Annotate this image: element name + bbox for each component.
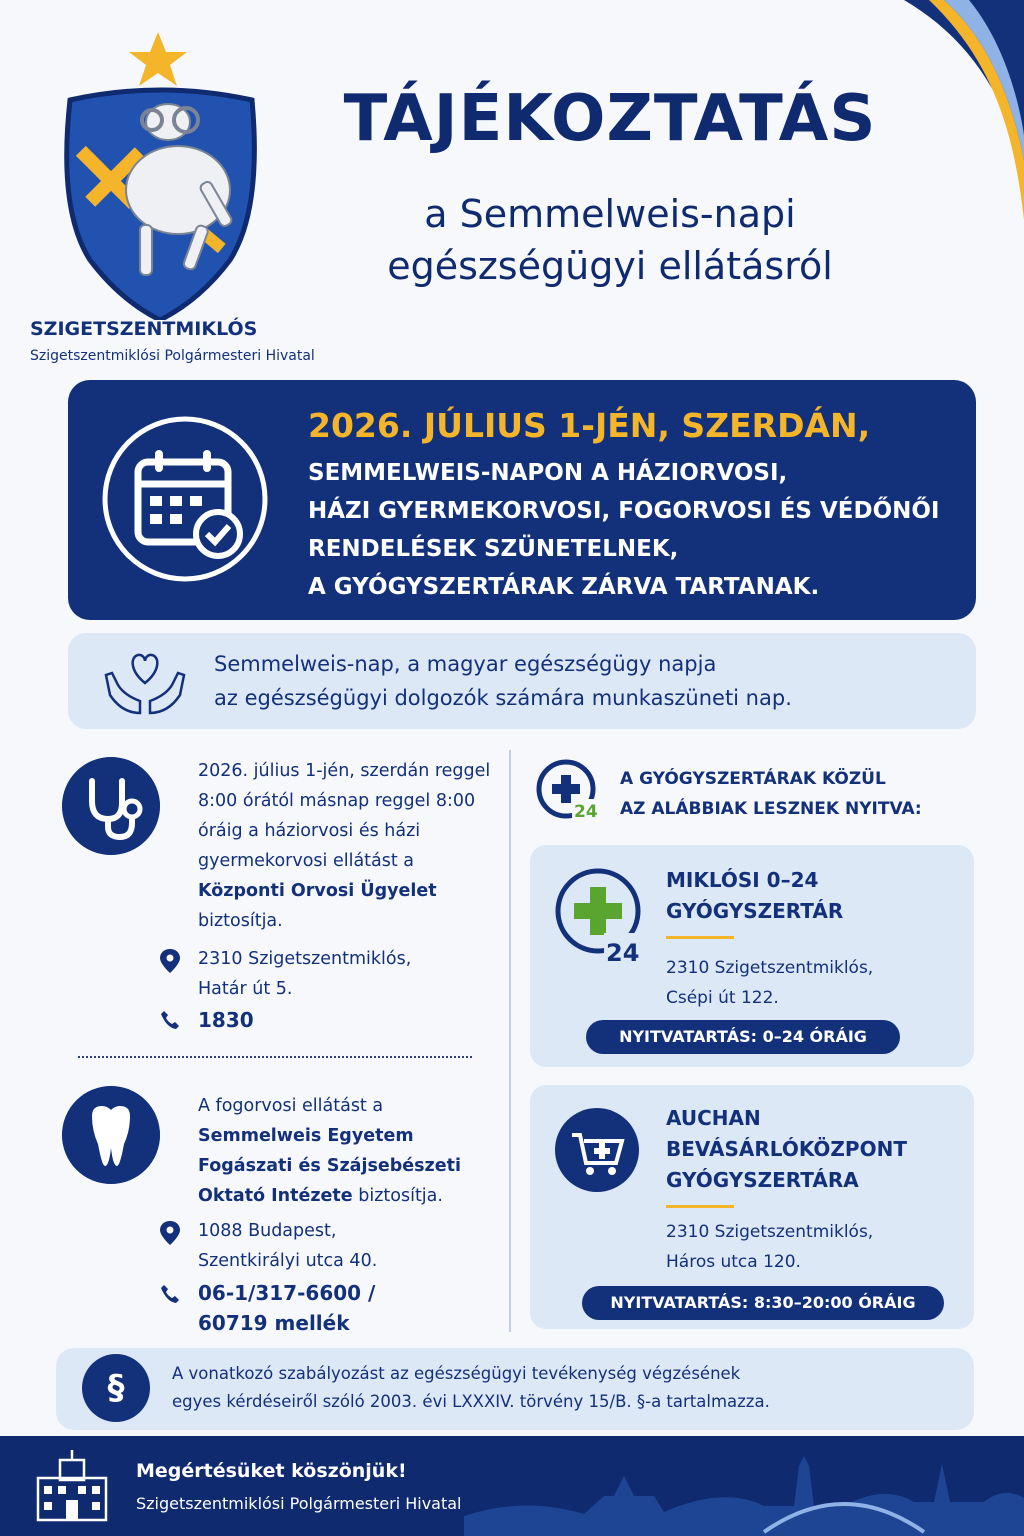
dentist-address-line-1: 1088 Budapest, (198, 1221, 337, 1241)
semmelweis-day-text: Semmelweis-nap, a magyar egészségügy napja az egészségügyi dolgozók számára munkaszüneti nap. (214, 652, 792, 710)
phone-icon (160, 1010, 180, 1030)
subtitle-line-2: egészségügyi ellátásról (387, 244, 833, 288)
doctor-text-after: biztosítja. (198, 911, 283, 931)
tooth-icon (62, 1086, 160, 1184)
pharmacy-name-underline (666, 1205, 734, 1208)
pharmacy-heading: A GYÓGYSZERTÁRAK KÖZÜL AZ ALÁBBIAK LESZNEK NYITVA: (620, 769, 922, 819)
pharmacy-hours: NYITVATARTÁS: 0–24 ÓRÁIG (586, 1020, 900, 1054)
closure-date: 2026. JÚLIUS 1-JÉN, SZERDÁN, (308, 406, 871, 445)
star-icon (129, 32, 187, 86)
calendar-check-icon (100, 414, 270, 584)
phone-icon (160, 1284, 180, 1304)
dentist-text-after: biztosítja. (352, 1186, 443, 1206)
location-pin-icon (160, 949, 180, 973)
town-hall-icon (32, 1448, 112, 1522)
footer-office: Szigetszentmiklósi Polgármesteri Hivatal (136, 1494, 462, 1513)
stethoscope-icon (62, 757, 160, 855)
pharmacy-address: 2310 Szigetszentmiklós, Háros utca 120. (666, 1222, 874, 1272)
pharmacy-address: 2310 Szigetszentmiklós, Csépi út 122. (666, 958, 874, 1008)
pharmacy-card (530, 1085, 974, 1329)
footer-thanks: Megértésüket köszönjük! (136, 1460, 407, 1482)
subtitle-line-1: a Semmelweis-napi (424, 192, 796, 236)
pharmacy-name: AUCHAN BEVÁSÁRLÓKÖZPONT GYÓGYSZERTÁRA (666, 1106, 907, 1192)
pharmacy-badge: 24 (606, 939, 640, 965)
dentist-text-before: A fogorvosi ellátást a (198, 1096, 384, 1116)
dentist-phone[interactable] (198, 1278, 375, 1338)
dentist-provider: Semmelweis Egyetem Fogászati és Szájsebészeti Oktató Intézete (198, 1126, 461, 1206)
doctor-address (198, 944, 411, 1004)
doctor-phone[interactable]: 1830 (198, 1008, 254, 1032)
paragraph-icon: § (82, 1354, 150, 1422)
page-subtitle (300, 188, 920, 292)
closure-announcement-panel (68, 380, 976, 620)
coat-of-arms-logo (40, 30, 280, 320)
brand-name: SZIGETSZENTMIKLÓS (30, 318, 258, 340)
brand-office: Szigetszentmiklósi Polgármesteri Hivatal (30, 348, 315, 364)
dentist-address (198, 1216, 377, 1276)
pharmacy-name-underline (666, 936, 734, 939)
section-divider (78, 1056, 472, 1058)
town-skyline-illustration (464, 1436, 1024, 1536)
legal-note (56, 1348, 974, 1430)
pharmacy-hours: NYITVATARTÁS: 8:30–20:00 ÓRÁIG (582, 1286, 944, 1320)
doctor-text-before: 2026. július 1-jén, szerdán reggel 8:00 órától másnap reggel 8:00 óráig a háziorvosi és házi gyermekorvosi ellátást a (198, 761, 491, 871)
pharmacy-card (530, 845, 974, 1067)
page-title: TÁJÉKOZTATÁS (343, 82, 877, 156)
doctor-address-line-2: Határ út 5. (198, 979, 293, 999)
dentist-phone-line-1: 06-1/317-6600 / (198, 1281, 376, 1305)
pharmacy-cart-icon (552, 1105, 642, 1195)
footer (0, 1436, 1024, 1536)
doctor-address-line-1: 2310 Szigetszentmiklós, (198, 949, 412, 969)
closure-text: SEMMELWEIS-NAPON A HÁZIORVOSI, HÁZI GYERMEKORVOSI, FOGORVOSI ÉS VÉDŐNŐI RENDELÉSEK SZÜNETELNEK, A GYÓGYSZERTÁRAK ZÁRVA TARTANAK. (308, 460, 940, 600)
doctor-care-text (198, 756, 498, 936)
doctor-provider: Központi Orvosi Ügyelet (198, 881, 437, 901)
dentist-care-text (198, 1091, 498, 1211)
heart-hands-icon (100, 645, 190, 719)
pharmacy-24-icon (552, 865, 652, 965)
dentist-phone-line-2: 60719 mellék (198, 1311, 350, 1335)
column-divider (509, 750, 511, 1332)
semmelweis-day-info (68, 633, 976, 729)
pharmacy-24-icon (534, 757, 606, 821)
pharmacy-header-badge: 24 (574, 802, 598, 821)
location-pin-icon (160, 1221, 180, 1245)
dentist-address-line-2: Szentkirályi utca 40. (198, 1251, 378, 1271)
legal-note-text: A vonatkozó szabályozást az egészségügyi tevékenység végzésének egyes kérdéseiről szóló 2003. évi LXXXIV. törvény 15/B. §-a tartalmazza. (172, 1364, 770, 1411)
pharmacy-name: MIKLÓSI 0–24 GYÓGYSZERTÁR (666, 868, 844, 923)
